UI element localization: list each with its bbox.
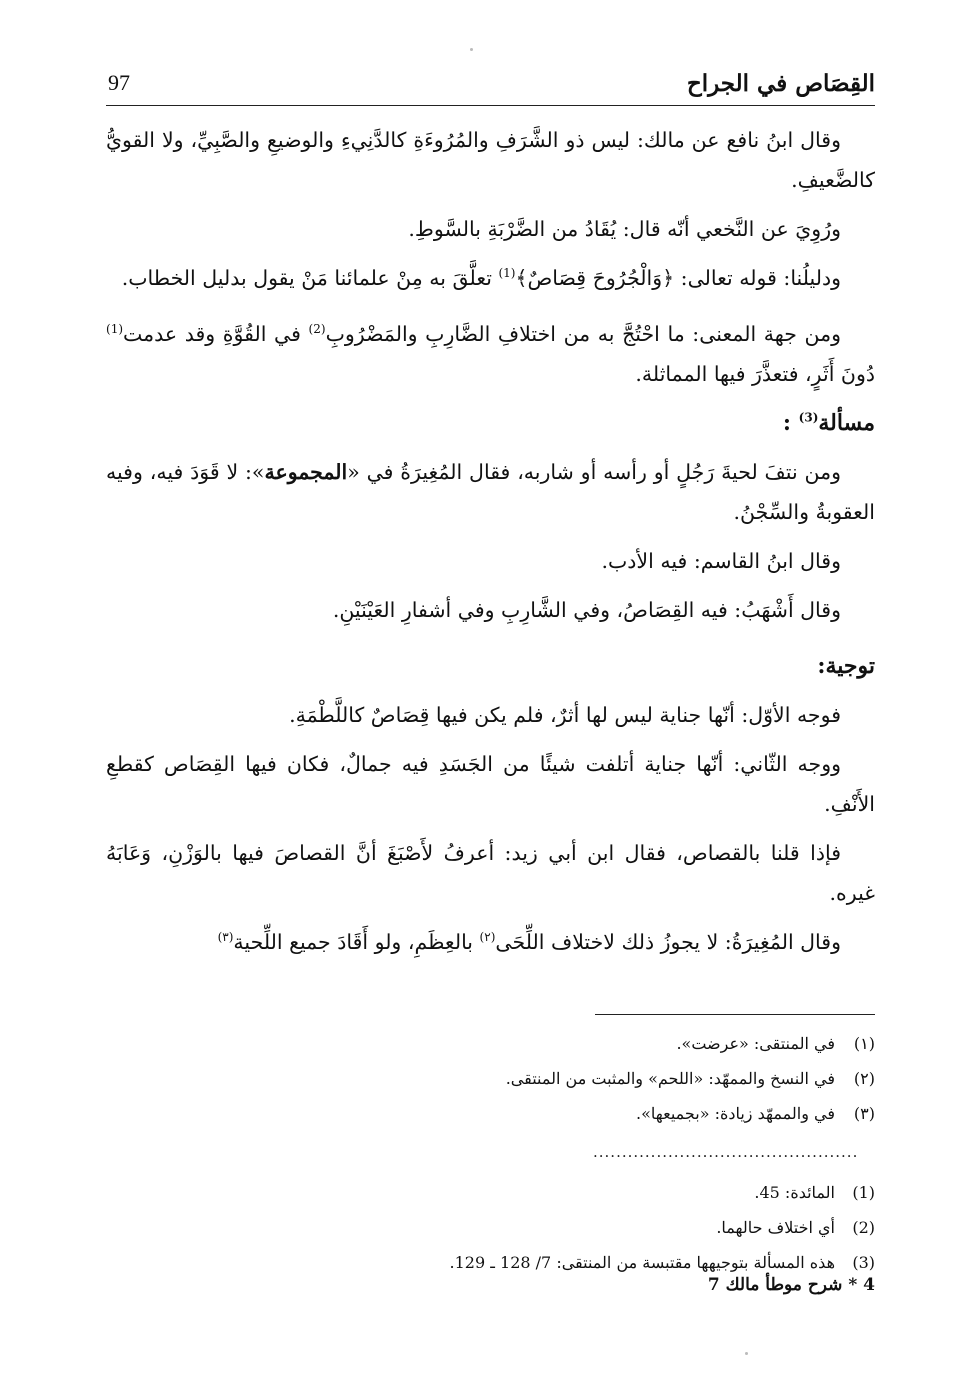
footnote-ref: (2) [308,322,326,337]
paragraph-text: ومن جهة المعنى: ما احْتُجَّ به من اختلافِ الضَّارِبِ والمَضْرُوبِ [325,322,841,346]
paragraph-text: تعلَّقَ به مِنْ علمائنا مَنْ يقول بدليل الخطاب. [121,266,499,290]
scan-speck [470,48,473,51]
paragraph [106,258,875,298]
footnote-text: في والممهّد زيادة: «بجميعها». [635,1104,835,1123]
paragraph-text: وقال ابنُ نافع عن مالك: ليس ذو الشَّرَفِ والمُرُوءَةِ كالدَّنِيءِ والوضيعِ والصَّبِيِّ، ولا القويُّ كالضَّعيفِ. [106,128,875,192]
paragraph-text: فوجه الأوّل: أنّها جناية ليس لها أثرٌ، فلم يكن فيها قِصَاصٌ كاللَّطْمَةِ. [289,703,841,727]
paragraph [106,744,875,824]
scan-speck [745,1352,748,1355]
paragraph [106,120,875,200]
footnote-ref: (٢) [479,930,496,945]
paragraph-text: وقال ابنُ القاسم: فيه الأدب. [601,549,841,573]
page-header [106,62,875,106]
footnote-number: (3) [852,1253,875,1272]
paragraph [106,452,875,532]
section-heading-tawjih: توجية: [817,653,875,679]
footnote-number: (١) [853,1034,875,1053]
footnote-number: (1) [852,1183,875,1202]
header-rule [106,105,875,106]
paragraph [106,590,875,630]
paragraph-text: دُونَ أَثَرٍ، فتعذَّرَ فيها المماثلة. [635,362,875,386]
footnote-item [106,1026,875,1061]
paragraph-text: ورُوِيَ عن النَّخعي أنّه قال: يُقَادُ من الضَّرْبَةِ بالسَّوطِ. [408,217,841,241]
footnote-rule [595,1014,875,1015]
heading-text: مسألة [818,410,875,436]
footnote-text: أي اختلاف حالهما. [716,1218,835,1237]
running-title: القِصَاص في الجراح [686,70,875,97]
paragraph [106,833,875,913]
paragraph [106,541,875,581]
signature-note: 4 * شرح موطأ مالك 7 [707,1275,875,1295]
footnote-item [106,1061,875,1096]
paragraph [106,922,875,962]
footnote-text: المائدة: 45. [754,1183,835,1202]
source-footnotes [106,1175,875,1280]
paragraph-text: وقال أَشْهَبُ: فيه القِصَاصُ، وفي الشَّارِبِ وفي أشفارِ العَيْنَيْنِ. [332,598,841,622]
footnote-number: (٣) [853,1104,875,1123]
footnote-item [106,1175,875,1210]
footnote-ref: (1) [498,266,516,281]
footnote-text: في النسخ والممهّد: «اللحم» والمثبت من المنتقى. [505,1069,835,1088]
footnote-item [106,1096,875,1131]
paragraph [106,209,875,249]
footnote-text: في المنتقى: «عرضت». [676,1034,835,1053]
section-heading-masala [106,403,875,443]
footnote-item [106,1210,875,1245]
paragraph-text: في القُوَّةِ وقد عدمت [123,322,309,346]
paragraph-text: »: لا قَوَدَ فيه، وفيه العقوبةُ والسِّجْنُ. [106,460,875,524]
paragraph-text: ووجه الثّاني: أنّها جناية أتلفت شيئًا من الجَسَدِ فيه جمالٌ، فكان فيها القِصَاص كقطعِ الأَنْفِ. [106,752,875,816]
paragraph-text: وقال المُغِيرَةُ: لا يجوزُ ذلك لاختلاف اللِّحَى [495,930,841,954]
main-text [106,120,875,971]
page-number: 97 [108,70,130,95]
paragraph-text: بالعِظَمِ، ولو أَقَادَ جميع اللِّحية [233,930,480,954]
footnote-number: (٢) [853,1069,875,1088]
paragraph [106,314,875,394]
footnote-ref: (٣) [217,930,234,945]
heading-colon: : [782,410,791,436]
book-title: المجموعة [264,460,348,484]
footnote-ref: (1) [106,322,124,337]
footnote-ref: (3) [798,410,819,425]
footnote-text: هذه المسألة بتوجيهها مقتبسة من المنتقى: 7/ 128 ـ 129. [449,1253,835,1272]
footnote-number: (2) [852,1218,875,1237]
dotted-separator: .............................................. [593,1143,859,1161]
paragraph-text: ومن نتفَ لحيةَ رَجُلٍ أو رأسه أو شاربه، فقال المُغِيرَةُ في « [347,460,841,484]
paragraph-text: فإذا قلنا بالقصاص، فقال ابن أبي زيد: أعرفُ لأَصْبَغَ أنَّ القصاصَ فيها بالوَزْنِ، وَعَابَهُ غيره. [106,841,875,905]
variant-footnotes [106,1026,875,1131]
quran-quote: ودليلُنا: قوله تعالى: ﴿وَالْجُرُوحَ قِصَاصٌ﴾ [515,266,841,290]
paragraph [106,695,875,735]
